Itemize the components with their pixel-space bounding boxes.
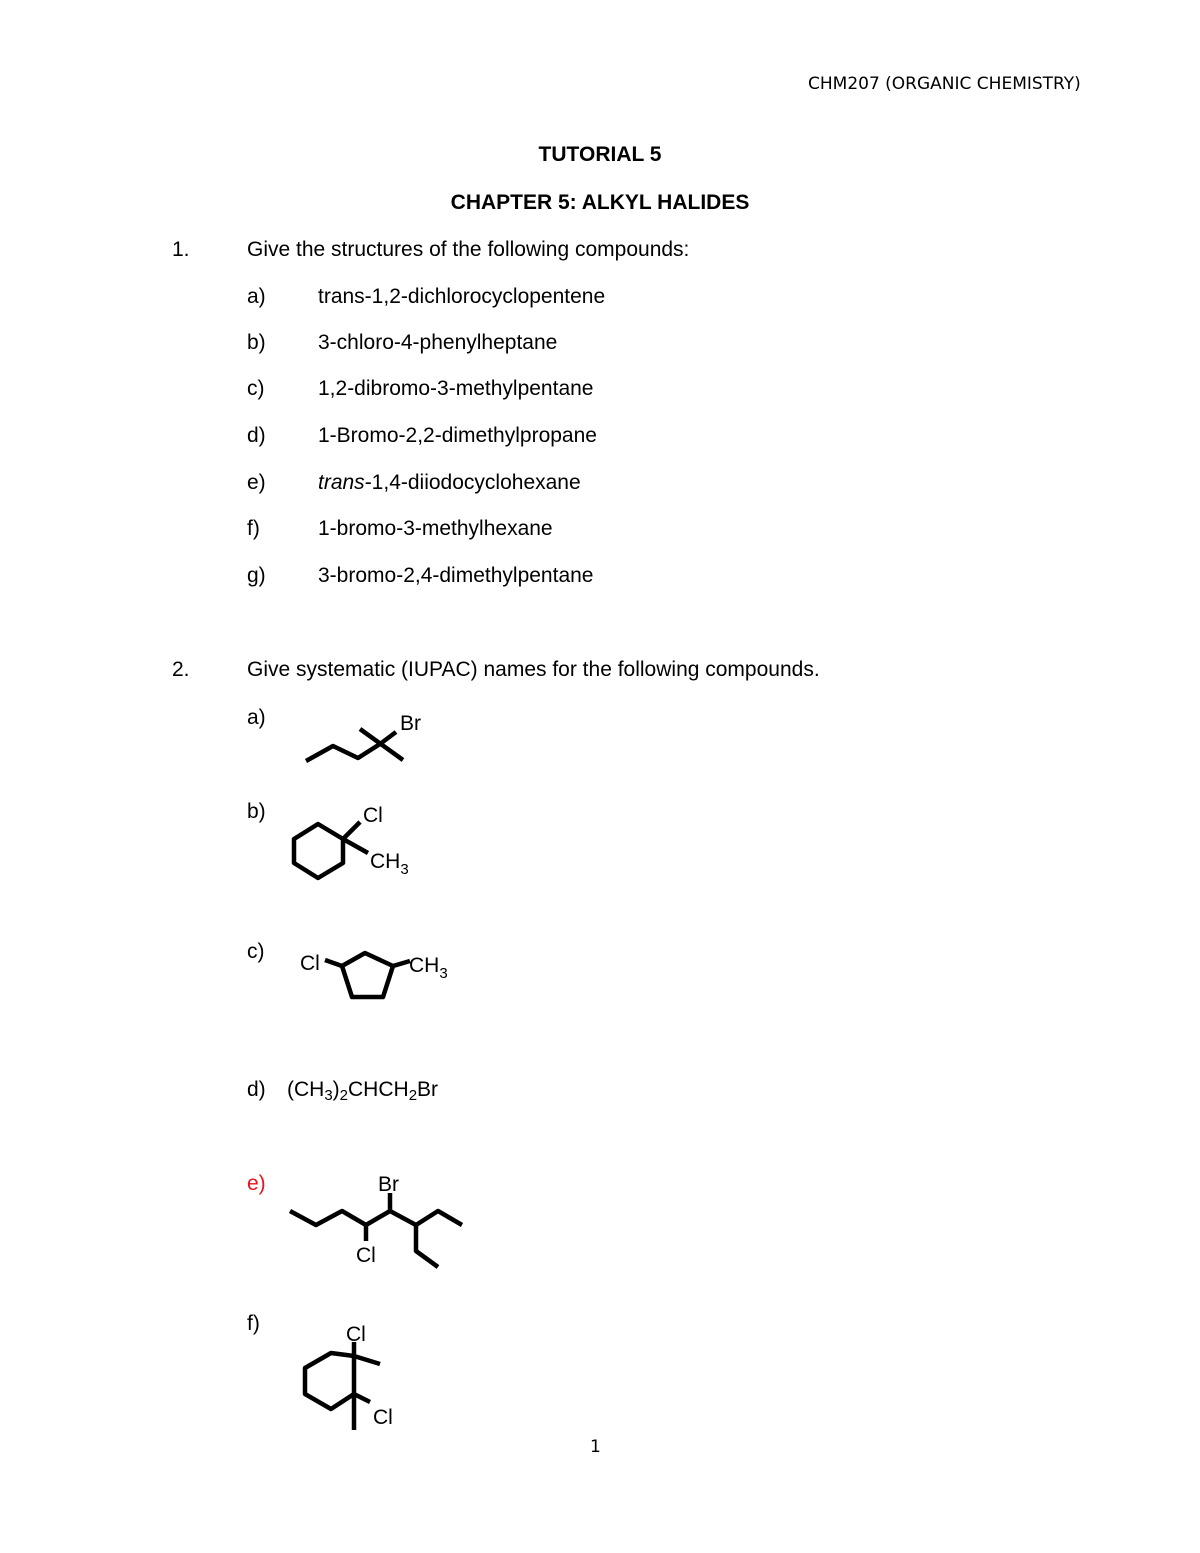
q1-item-g-label: g) [247,564,266,587]
q1-item-c-label: c) [247,377,265,400]
chapter-title: CHAPTER 5: ALKYL HALIDES [450,191,750,214]
q2-item-e-label: e) [247,1172,266,1195]
q2-item-a-label: a) [247,706,266,729]
q1-item-d-name: 1-Bromo-2,2-dimethylpropane [318,424,597,447]
q1-text: Give the structures of the following compounds: [247,238,690,261]
q1-item-e-label: e) [247,471,266,494]
q2-item-c-label: c) [247,940,265,963]
cl-bottom-bond [354,1394,370,1402]
q1-item-a-label: a) [247,285,266,308]
q1-item-e-name [318,471,581,495]
chlorine-atom: Cl [356,1244,376,1267]
course-header: CHM207 (ORGANIC CHEMISTRY) [808,74,1081,94]
chlorine-atom: Cl [300,952,320,975]
chlorine-atom-top: Cl [346,1323,366,1346]
q2-item-d-label: d) [247,1078,266,1101]
br-bond [380,732,396,744]
q1-item-b-name: 3-chloro-4-phenylheptane [318,331,558,354]
tutorial-title: TUTORIAL 5 [538,143,662,166]
q1-item-b-label: b) [247,331,266,354]
q1-item-d-label: d) [247,424,266,447]
page-number: 1 [590,1437,601,1457]
q2-number: 2. [172,658,190,681]
cl-bond [343,822,360,839]
q1-item-f-name: 1-bromo-3-methylhexane [318,517,553,540]
methyl-group: $CH_3$ [409,954,448,982]
chlorine-atom-bottom: Cl [373,1406,393,1429]
q2-formula-d: $(CH_3)_2CHCH_2Br$ [287,1078,439,1104]
q2-structure-f [290,1318,430,1438]
q1-item-c-name: 1,2-dibromo-3-methylpentane [318,377,594,400]
ethyl-branch-bonds [416,1225,438,1267]
methyl-top-bond [354,1356,380,1364]
q2-structure-c [295,935,485,1015]
q1-number: 1. [172,238,190,261]
cyclohexane-ring [305,1353,354,1409]
ch3-bond [343,839,368,853]
main-chain-bonds [290,1211,462,1225]
chain-bonds [306,744,380,761]
q1-item-e-italic: trans [318,471,365,494]
q1-item-f-label: f) [247,517,260,540]
q2-item-f-label: f) [247,1312,260,1335]
q1-item-a-name: trans-1,2-dichlorocyclopentene [318,285,606,308]
ch3-bond [393,961,410,966]
q1-item-e-rest: -1,4-diiodocyclohexane [364,471,581,494]
q1-item-g-name: 3-bromo-2,4-dimethylpentane [318,564,594,587]
q2-structure-e [280,1165,480,1275]
methyl-group: $CH_3$ [370,850,409,878]
chlorine-atom: Cl [363,804,383,827]
cyclohexane-ring [294,824,343,878]
q2-item-b-label: b) [247,800,266,823]
cl-bond [325,960,342,966]
q2-structure-b [280,795,460,895]
q2-text: Give systematic (IUPAC) names for the following compounds. [247,658,820,681]
cyclopentane-ring [342,953,393,997]
bromine-atom: Br [400,712,421,735]
q2-structure-a [290,700,450,780]
bromine-atom: Br [378,1173,399,1196]
